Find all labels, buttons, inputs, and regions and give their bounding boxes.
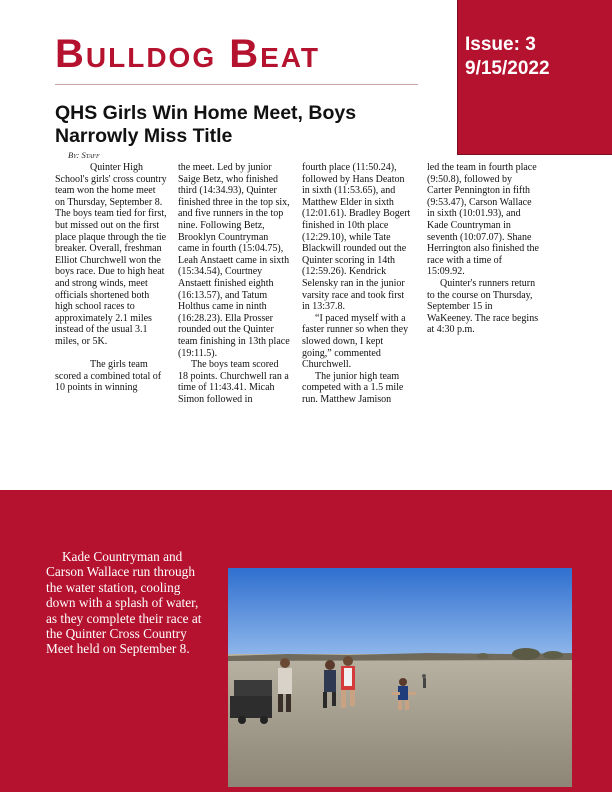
paragraph: Quinter High School's girls' cross country team won the home meet on Thursday, September 8. The boys team tied for first, but missed out on the first place plaque through the tie breaker. Overall, freshman Elliot Churchwell won the boys race. Due to high heat and strong winds, meet officials shortened both high school races to approximately 2.1 miles instead of the usual 3.1 miles, or 5K.: [55, 162, 167, 347]
paragraph: The boys team scored 18 points. Churchwell ran a time of 11:43.41. Micah Simon followed in: [178, 359, 289, 405]
issue-box: [457, 0, 612, 155]
masthead-rule: [55, 84, 418, 85]
article-byline: By: Staff: [68, 150, 100, 160]
paragraph: The girls team scored a combined total of 10 points in winning: [55, 359, 162, 394]
paragraph: “I paced myself with a faster runner so when they slowed down, I kept going,” commented Churchwell.: [302, 312, 409, 371]
feature-photo: [228, 568, 572, 787]
paragraph: the meet. Led by junior Saige Betz, who finished third (14:34.93), Quinter finished three in the top six, and five runners in the top nine. Following Betz, Brooklyn Countryman came in fourth (15:04.75), Leah Anstaett came in sixth (15:34.54), Courtney Anstaett finished eighth (16:13.57), and Tatum Holthus came in ninth (16:28.23). Ella Prosser rounded out the Quinter team finishing in 13th place (19:11.5).: [178, 162, 290, 359]
photo-caption: Kade Countryman and Carson Wallace run through the water station, cooling down with a splash of water, as they complete their race at the Quinter Cross Country Meet held on September 8.: [46, 549, 202, 657]
masthead-title: Bulldog Beat: [55, 32, 321, 76]
paragraph: The junior high team competed with a 1.5 mile run. Matthew Jamison: [302, 370, 404, 405]
article-column-2: [178, 162, 290, 405]
paragraph: led the team in fourth place (9:50.8), followed by Carter Pennington in fifth (9:53.47), Carson Wallace in sixth (10:01.93), and Kade Countryman in seventh (10:07.07). Shane Herrington also finished the race with a time of 15:09.92.: [427, 162, 539, 278]
runners-photo-image: [228, 568, 572, 787]
article-column-3: [302, 162, 414, 405]
article-column-1: [55, 162, 167, 394]
article-headline: QHS Girls Win Home Meet, Boys Narrowly Miss Title: [55, 102, 357, 147]
article-column-4: [427, 162, 539, 336]
paragraph: Quinter's runners return to the course on Thursday, September 15 in WaKeeney. The race begins at 4:30 p.m.: [427, 277, 539, 336]
issue-date: 9/15/2022: [465, 58, 550, 79]
issue-number: Issue: 3: [465, 34, 536, 55]
paragraph: fourth place (11:50.24), followed by Hans Deaton in sixth (11:53.65), and Matthew Elder in sixth (12:01.61). Bradley Bogert finished in 10th place (12:29.10), while Tate Blackwill rounded out the Quinter scoring in 14th (12:59.26). Kendrick Selensky ran in the junior varsity race and took first in 13:37.8.: [302, 162, 411, 313]
